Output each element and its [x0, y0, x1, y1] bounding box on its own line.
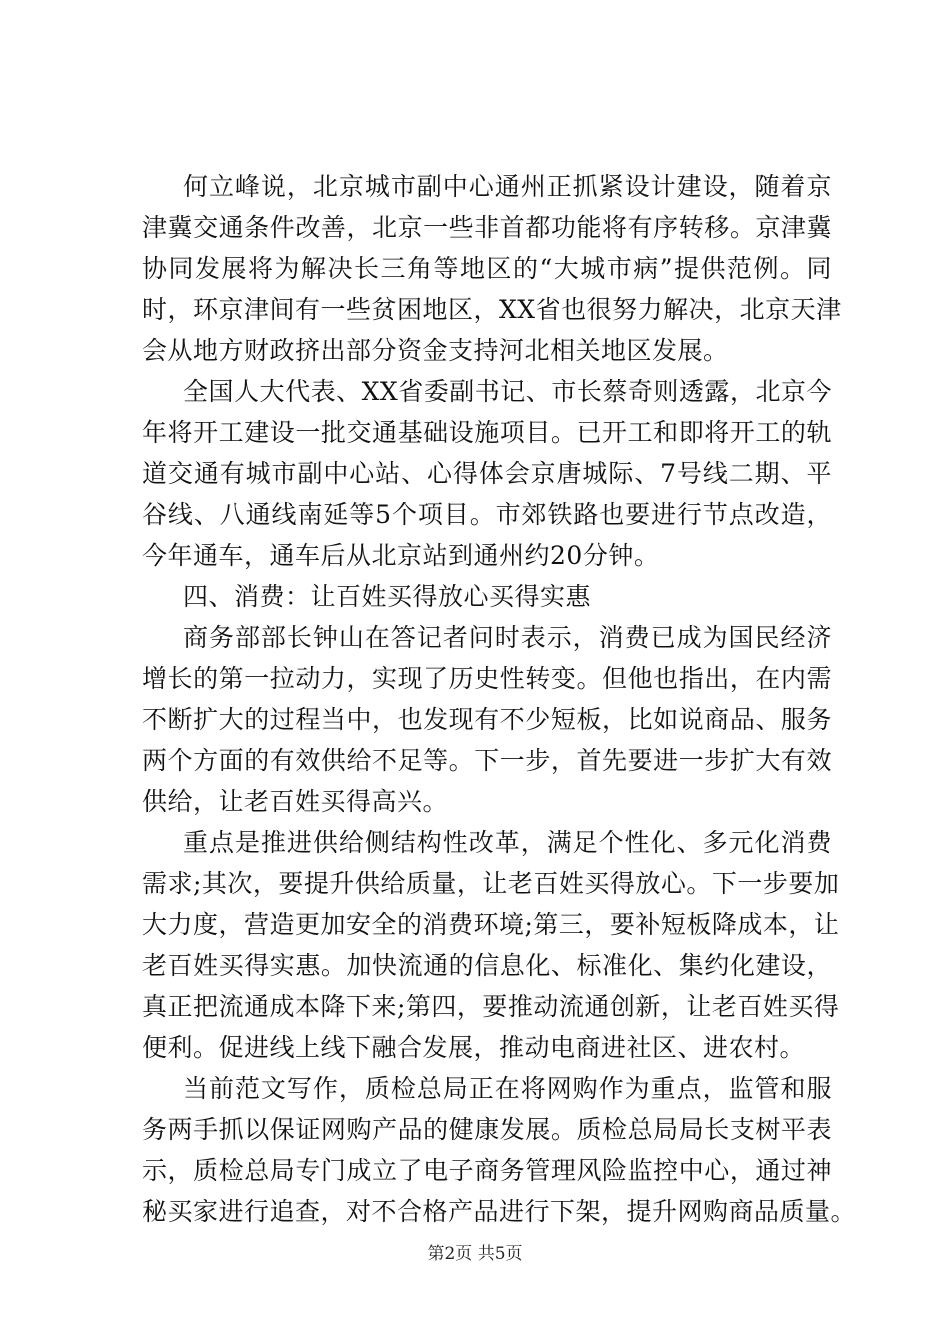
paragraph-line: 供给，让老百姓买得高兴。 [142, 787, 449, 816]
paragraph-line: 需求;其次，要提升供给质量，让老百姓买得放心。下一步要加 [142, 869, 840, 898]
paragraph-line: 会从地方财政挤出部分资金支持河北相关地区发展。 [142, 336, 729, 365]
paragraph-line: 何立峰说，北京城市副中心通州正抓紧设计建设，随着京 [183, 172, 832, 201]
page-number: 第2页 共5页 [427, 1244, 523, 1264]
paragraph-line: 老百姓买得实惠。加快流通的信息化、标准化、集约化建设， [142, 951, 832, 980]
paragraph-line: 年将开工建设一批交通基础设施项目。已开工和即将开工的轨 [142, 418, 832, 447]
paragraph-line: 协同发展将为解决长三角等地区的“大城市病”提供范例。同 [142, 254, 832, 283]
section-heading: 四、消费：让百姓买得放心买得实惠 [183, 582, 592, 611]
paragraph-line: 津冀交通条件改善，北京一些非首都功能将有序转移。京津冀 [142, 213, 832, 242]
paragraph-line: 商务部部长钟山在答记者问时表示，消费已成为国民经济 [183, 623, 832, 652]
paragraph-line: 增长的第一拉动力，实现了历史性转变。但他也指出，在内需 [142, 664, 832, 693]
paragraph-line: 便利。促进线上线下融合发展，推动电商进社区、进农村。 [142, 1033, 806, 1062]
paragraph-line: 全国人大代表、XX省委副书记、市长蔡奇则透露，北京今 [183, 377, 832, 406]
paragraph-line: 当前范文写作，质检总局正在将网购作为重点，监管和服 [183, 1074, 832, 1103]
paragraph-line: 示，质检总局专门成立了电子商务管理风险监控中心，通过神 [142, 1156, 832, 1185]
paragraph-line: 大力度，营造更加安全的消费环境;第三，要补短板降成本，让 [142, 910, 840, 939]
paragraph-line: 真正把流通成本降下来;第四，要推动流通创新，让老百姓买得 [142, 992, 840, 1021]
paragraph-line: 谷线、八通线南延等5个项目。市郊铁路也要进行节点改造， [142, 500, 832, 529]
paragraph-line: 秘买家进行追查，对不合格产品进行下架，提升网购商品质量。 [142, 1197, 857, 1226]
paragraph-line: 时，环京津间有一些贫困地区，XX省也很努力解决，北京天津 [142, 295, 842, 324]
paragraph-line: 不断扩大的过程当中，也发现有不少短板，比如说商品、服务 [142, 705, 832, 734]
paragraph-line: 两个方面的有效供给不足等。下一步，首先要进一步扩大有效 [142, 746, 832, 775]
paragraph-line: 今年通车，通车后从北京站到通州约20分钟。 [142, 541, 660, 570]
paragraph-line: 务两手抓以保证网购产品的健康发展。质检总局局长支树平表 [142, 1115, 832, 1144]
paragraph-line: 重点是推进供给侧结构性改革，满足个性化、多元化消费 [183, 828, 832, 857]
paragraph-line: 道交通有城市副中心站、心得体会京唐城际、7号线二期、平 [142, 459, 832, 488]
